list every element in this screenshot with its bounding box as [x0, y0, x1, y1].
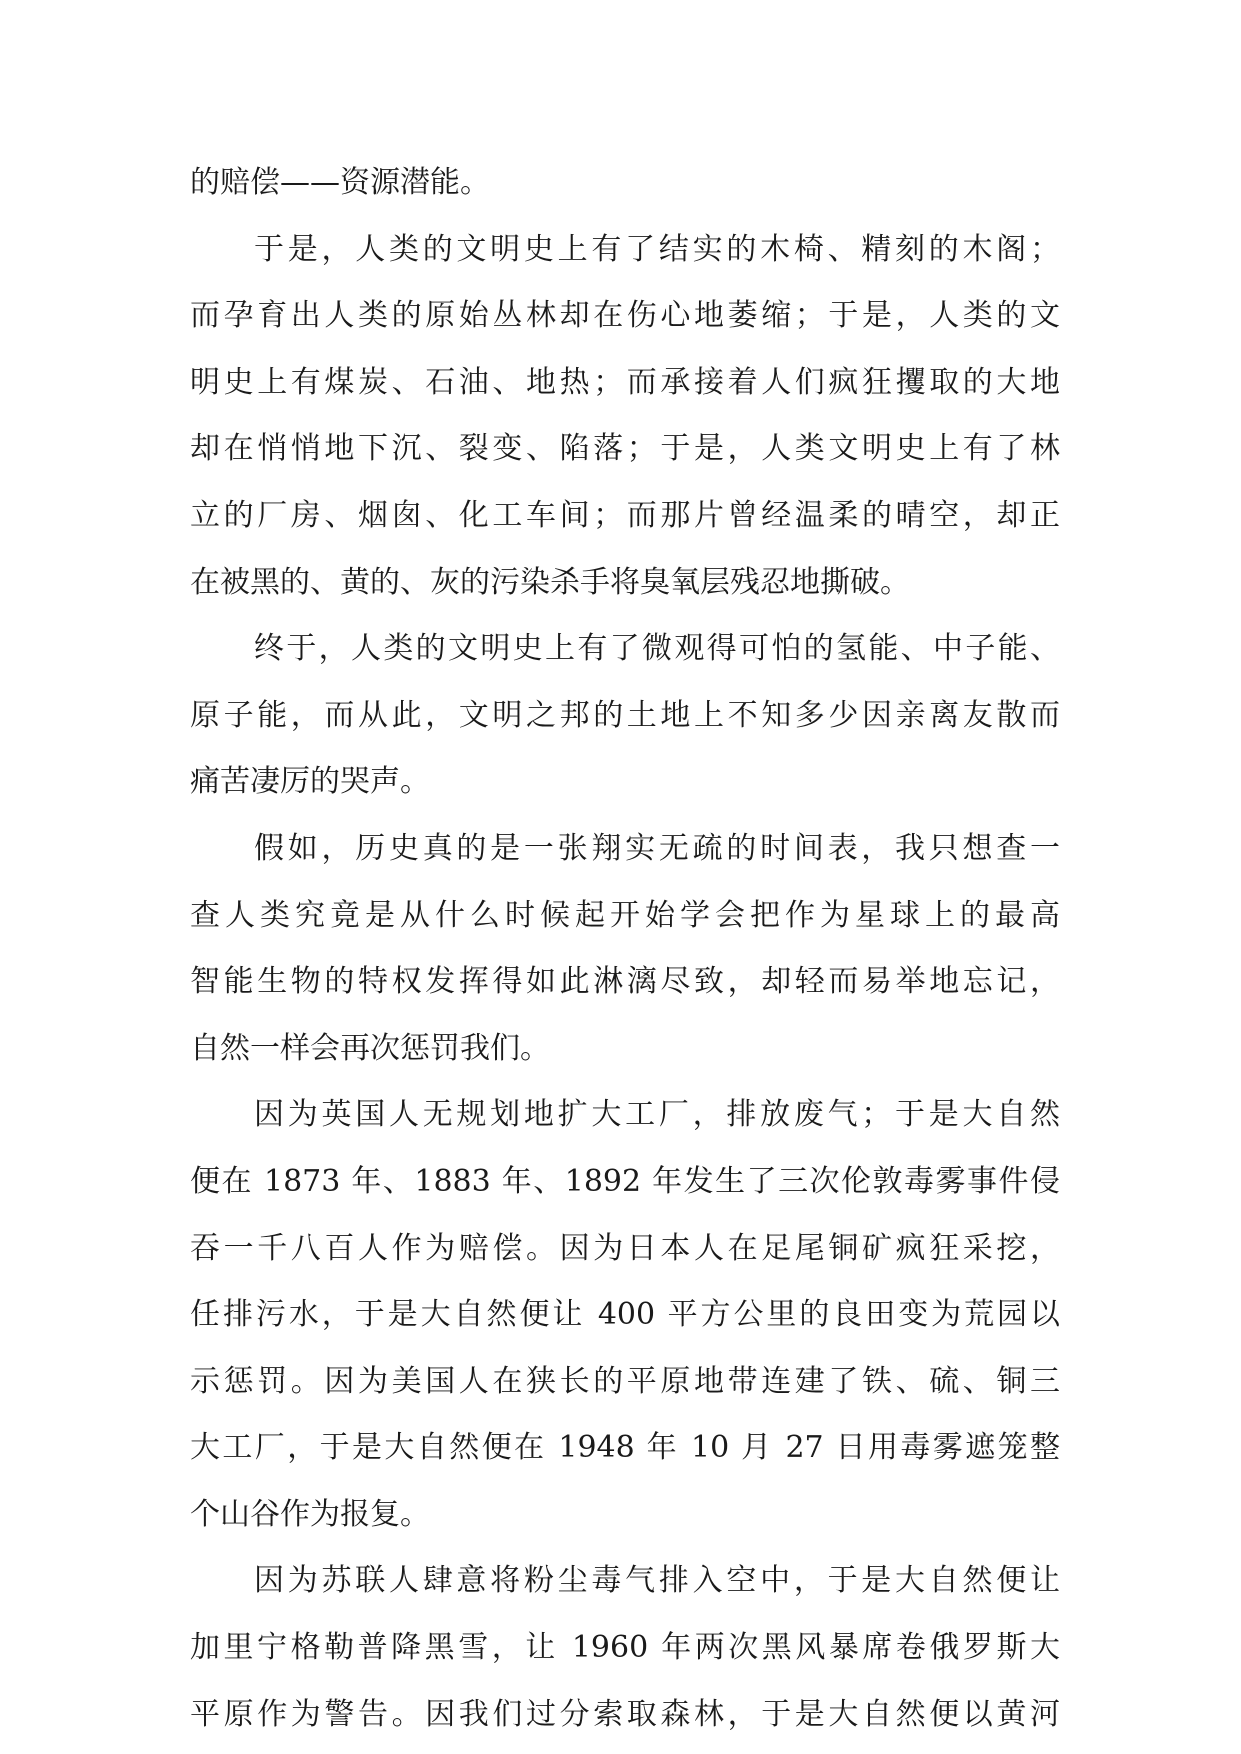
text-line: 的赔偿——资源潜能。	[190, 165, 490, 200]
text-line: 任排污水，于是大自然便让 400 平方公里的良田变为荒园以	[190, 1297, 1060, 1333]
text-line: 立的厂房、烟囱、化工车间；而那片曾经温柔的晴空，却正	[190, 497, 1060, 533]
text-line: 明史上有煤炭、石油、地热；而承接着人们疯狂攫取的大地	[190, 364, 1060, 400]
text-line: 平原作为警告。因我们过分索取森林，于是大自然便以黄河	[190, 1696, 1060, 1732]
text-line: 便在 1873 年、1883 年、1892 年发生了三次伦敦毒雾事件侵	[190, 1163, 1060, 1199]
text-line: 而孕育出人类的原始丛林却在伤心地萎缩；于是，人类的文	[190, 298, 1060, 334]
text-line: 假如，历史真的是一张翔实无疏的时间表，我只想查一	[254, 830, 1060, 866]
text-line: 吞一千八百人作为赔偿。因为日本人在足尾铜矿疯狂采挖，	[190, 1230, 1060, 1266]
body-text	[190, 150, 1060, 1748]
text-line: 因为英国人无规划地扩大工厂，排放废气；于是大自然	[254, 1097, 1060, 1133]
text-line: 痛苦凄厉的哭声。	[190, 764, 430, 800]
text-line: 大工厂，于是大自然便在 1948 年 10 月 27 日用毒雾遮笼整	[190, 1430, 1060, 1466]
text-line: 原子能，而从此，文明之邦的土地上不知多少因亲离友散而	[190, 697, 1060, 733]
text-line: 示惩罚。因为美国人在狭长的平原地带连建了铁、硫、铜三	[190, 1363, 1060, 1399]
text-line: 个山谷作为报复。	[190, 1496, 430, 1532]
text-line: 因为苏联人肆意将粉尘毒气排入空中，于是大自然便让	[254, 1563, 1060, 1599]
text-line: 在被黑的、黄的、灰的污染杀手将臭氧层残忍地撕破。	[190, 564, 910, 600]
text-line: 自然一样会再次惩罚我们。	[190, 1030, 550, 1066]
text-line: 智能生物的特权发挥得如此淋漓尽致，却轻而易举地忘记，	[190, 964, 1060, 1000]
text-line: 于是，人类的文明史上有了结实的木椅、精刻的木阁；	[254, 231, 1060, 267]
text-line: 加里宁格勒普降黑雪，让 1960 年两次黑风暴席卷俄罗斯大	[190, 1630, 1060, 1666]
text-line: 却在悄悄地下沉、裂变、陷落；于是，人类文明史上有了林	[190, 431, 1060, 467]
text-line: 终于，人类的文明史上有了微观得可怕的氢能、中子能、	[254, 631, 1060, 667]
text-line: 查人类究竟是从什么时候起开始学会把作为星球上的最高	[190, 897, 1060, 933]
